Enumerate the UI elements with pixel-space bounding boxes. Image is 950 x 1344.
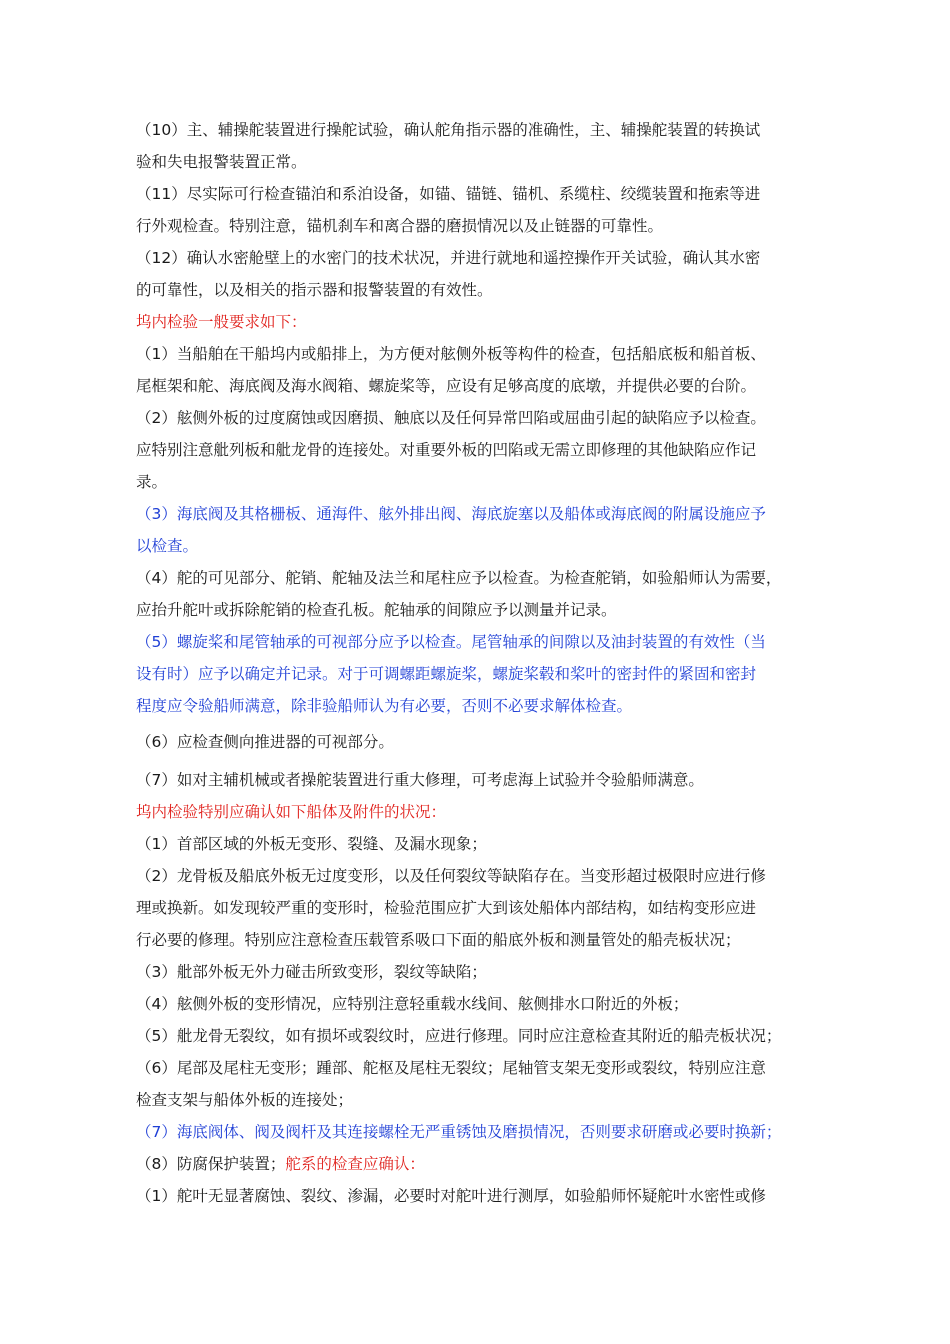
paragraph-line: （5）舭龙骨无裂纹，如有损坏或裂纹时，应进行修理。同时应注意检查其附近的船壳板状况； [136,1027,782,1045]
section-heading: 坞内检验一般要求如下： [136,313,307,331]
paragraph-line: （4）舷侧外板的变形情况，应特别注意轻重载水线间、舷侧排水口附近的外板； [136,995,689,1013]
paragraph-line: 应特别注意舭列板和舭龙骨的连接处。对重要外板的凹陷或无需立即修理的其他缺陷应作记 [136,441,757,459]
paragraph-line: （1）首部区域的外板无变形、裂缝、及漏水现象； [136,835,487,853]
paragraph-line: （1）舵叶无显著腐蚀、裂纹、渗漏，必要时对舵叶进行测厚，如验船师怀疑舵叶水密性或修 [136,1187,766,1205]
paragraph-text: （8）防腐保护装置； [136,1155,286,1173]
paragraph-line: （6）尾部及尾柱无变形；踵部、舵枢及尾柱无裂纹；尾轴管支架无变形或裂纹，特别应注意 [136,1059,766,1077]
highlighted-line: （3）海底阀及其格栅板、通海件、舷外排出阀、海底旋塞以及船体或海底阀的附属设施应予 [136,505,766,523]
highlighted-line: 设有时）应予以确定并记录。对于可调螺距螺旋桨，螺旋桨毂和桨叶的密封件的紧固和密封 [136,665,757,683]
paragraph-line: （2）龙骨板及船底外板无过度变形，以及任何裂纹等缺陷存在。当变形超过极限时应进行修 [136,867,766,885]
paragraph-line-mixed [136,1153,836,1175]
highlighted-line: （5）螺旋桨和尾管轴承的可视部分应予以检查。尾管轴承的间隙以及油封装置的有效性（当 [136,633,766,651]
paragraph-line: （11）尽实际可行检查锚泊和系泊设备，如锚、锚链、锚机、系缆柱、绞缆装置和拖索等进 [136,185,761,203]
paragraph-line: 的可靠性，以及相关的指示器和报警装置的有效性。 [136,281,493,299]
paragraph-line: 行必要的修理。特别应注意检查压载管系吸口下面的船底外板和测量管处的船壳板状况； [136,931,741,949]
paragraph-line: （4）舵的可见部分、舵销、舵轴及法兰和尾柱应予以检查。为检查舵销，如验船师认为需要， [136,569,782,587]
paragraph-line: 应抬升舵叶或拆除舵销的检查孔板。舵轴承的间隙应予以测量并记录。 [136,601,617,619]
highlighted-line: 程度应令验船师满意，除非验船师认为有必要，否则不必要求解体检查。 [136,697,633,715]
paragraph-line: （12）确认水密舱壁上的水密门的技术状况，并进行就地和遥控操作开关试验，确认其水密 [136,249,761,267]
paragraph-line: 录。 [136,473,168,491]
paragraph-line: 尾框架和舵、海底阀及海水阀箱、螺旋桨等，应设有足够高度的底墩，并提供必要的台阶。 [136,377,757,395]
paragraph-line: 检查支架与船体外板的连接处； [136,1091,354,1109]
paragraph-line: （2）舷侧外板的过度腐蚀或因磨损、触底以及任何异常凹陷或屈曲引起的缺陷应予以检查。 [136,409,766,427]
section-heading-inline: 舵系的检查应确认： [285,1155,425,1173]
paragraph-line: （3）舭部外板无外力碰击所致变形，裂纹等缺陷； [136,963,487,981]
highlighted-line: 以检查。 [136,537,199,555]
paragraph-line: 行外观检查。特别注意，锚机刹车和离合器的磨损情况以及止链器的可靠性。 [136,217,664,235]
paragraph-line: 理或换新。如发现较严重的变形时，检验范围应扩大到该处船体内部结构，如结构变形应进 [136,899,757,917]
paragraph-line: 验和失电报警装置正常。 [136,153,307,171]
section-heading: 坞内检验特别应确认如下船体及附件的状况： [136,803,447,821]
paragraph-line: （10）主、辅操舵装置进行操舵试验，确认舵角指示器的准确性，主、辅操舵装置的转换试 [136,121,761,139]
paragraph-line: （1）当船舶在干船坞内或船排上，为方便对舷侧外板等构件的检查，包括船底板和船首板、 [136,345,766,363]
paragraph-line: （6）应检查侧向推进器的可视部分。 [136,733,394,751]
paragraph-line: （7）如对主辅机械或者操舵装置进行重大修理，可考虑海上试验并令验船师满意。 [136,771,704,789]
highlighted-line: （7）海底阀体、阀及阀杆及其连接螺栓无严重锈蚀及磨损情况，否则要求研磨或必要时换新； [136,1123,782,1141]
